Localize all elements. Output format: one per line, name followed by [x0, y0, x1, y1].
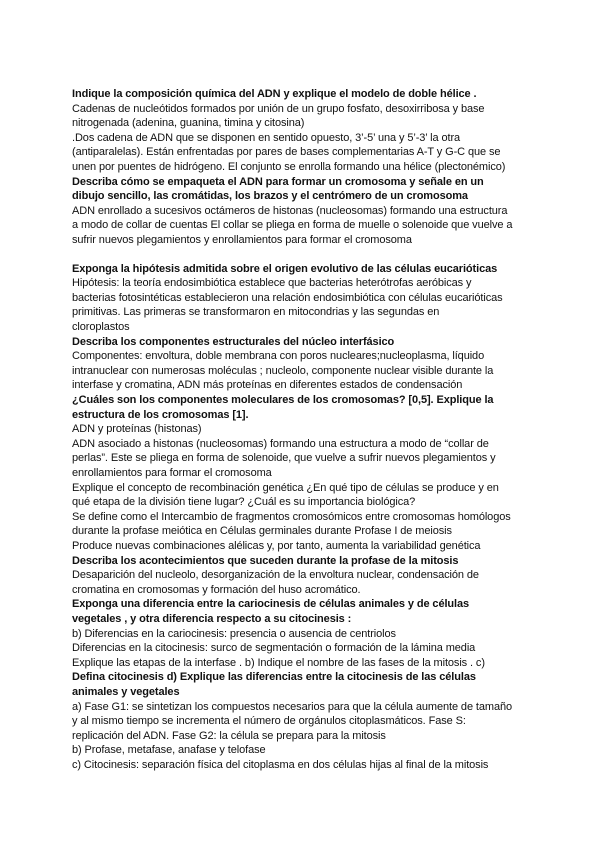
- answer-text-line: durante la profase meiótica en Células germinales durante Profase I de meiosis: [72, 525, 452, 538]
- question-heading-line: Exponga una diferencia entre la cariocinesis de células animales y de células: [72, 598, 470, 611]
- answer-text-line: (antiparalelas). Están enfrentadas por pares de bases complementarias A-T y G-C que se: [72, 146, 501, 159]
- question-heading-line: Describa los componentes estructurales del núcleo interfásico: [72, 335, 395, 348]
- answer-text-line: nitrogenada (adenina, guanina, timina y citosina): [72, 117, 305, 130]
- answer-text-line: enrollamientos para formar el cromosoma: [72, 467, 272, 479]
- answer-text-line: ADN y proteínas (histonas): [72, 423, 202, 436]
- answer-text-line: intranuclear con numerosas moléculas ; nucleolo, componente nuclear visible durante la: [72, 364, 494, 377]
- question-heading-line: vegetales , y otra diferencia respecto a su citocinesis :: [72, 613, 352, 625]
- answer-text-line: Produce nuevas combinaciones alélicas y, por tanto, aumenta la variabilidad genética: [72, 540, 481, 552]
- answer-text-line: a modo de collar de cuentas El collar se pliega en forma de muelle o solenoide que vuelve a: [72, 219, 513, 232]
- answer-text-line: b) Profase, metafase, anafase y telofase: [72, 744, 266, 757]
- answer-text-line: Explique las etapas de la interfase . b) Indique el nombre de las fases de la mitosis . c): [72, 656, 485, 669]
- question-heading-line: animales y vegetales: [72, 686, 180, 698]
- answer-text-line: Explique el concepto de recombinación genética ¿En qué tipo de células se produce y en: [72, 481, 499, 494]
- question-heading-line: Exponga la hipótesis admitida sobre el origen evolutivo de las células eucarióticas: [72, 262, 498, 275]
- answer-text-line: b) Diferencias en la cariocinesis: presencia o ausencia de centriolos: [72, 627, 396, 640]
- answer-text-line: Hipótesis: la teoría endosimbiótica establece que bacterias heterótrofas aeróbicas y: [72, 277, 472, 290]
- answer-text-line: Desaparición del nucleolo, desorganización de la envoltura nuclear, condensación de: [72, 569, 479, 582]
- question-heading-line: dibujo sencillo, las cromátidas, los brazos y el centrómero de un cromosoma: [72, 190, 468, 203]
- answer-text-line: Diferencias en la citocinesis: surco de segmentación o formación de la lámina media: [72, 642, 476, 655]
- answer-text-line: unen por puentes de hidrógeno. El conjunto se enrolla formando una hélice (plectonémico): [72, 161, 506, 173]
- question-heading-line: ¿Cuáles son los componentes moleculares de los cromosomas? [0,5]. Explique la: [72, 394, 494, 406]
- answer-text-line: c) Citocinesis: separación física del citoplasma en dos células hijas al final de la mitosis: [72, 759, 489, 771]
- answer-text-line: a) Fase G1: se sintetizan los compuestos necesarios para que la célula aumente de tamaño: [72, 700, 513, 713]
- question-heading-line: Indique la composición química del ADN y explique el modelo de doble hélice .: [72, 88, 477, 100]
- answer-text-line: cloroplastos: [72, 321, 130, 333]
- answer-text-line: cromatina en cromosomas y formación del huso acromático.: [72, 583, 361, 596]
- answer-text-line: primitivas. Las primeras se transformaron en mitocondrias y las segundas en: [72, 306, 440, 319]
- answer-text-line: y al mismo tiempo se incrementa el número de orgánulos citoplasmáticos. Fase S:: [72, 715, 466, 728]
- question-heading-line: Describa los acontecimientos que suceden durante la profase de la mitosis: [72, 554, 459, 567]
- answer-text-line: sufrir nuevos plegamientos y enrollamientos para formar el cromosoma: [72, 234, 412, 246]
- answer-text-line: interfase y cromatina, ADN más proteínas en diferentes estados de condensación: [72, 379, 463, 392]
- question-heading-line: Defina citocinesis d) Explique las diferencias entre la citocinesis de las células: [72, 671, 476, 684]
- answer-text-line: Cadenas de nucleótidos formados por unión de un grupo fosfato, desoxirribosa y base: [72, 102, 485, 115]
- question-heading-line: estructura de los cromosomas [1].: [72, 408, 249, 421]
- answer-text-line: Se define como el Intercambio de fragmentos cromosómicos entre cromosomas homólogos: [72, 510, 511, 523]
- answer-text-line: ADN asociado a histonas (nucleosomas) formando una estructura a modo de “collar de: [72, 437, 489, 450]
- answer-text-line: perlas”. Este se pliega en forma de solenoide, que vuelve a sufrir nuevos plegamientos y: [72, 452, 496, 465]
- answer-text-line: ADN enrollado a sucesivos octámeros de histonas (nucleosomas) formando una estructura: [72, 204, 508, 217]
- answer-text-line: replicación del ADN. Fase G2: la célula se prepara para la mitosis: [72, 729, 386, 742]
- answer-text-line: .Dos cadena de ADN que se disponen en sentido opuesto, 3’-5’ una y 5’-3’ la otra: [72, 131, 461, 144]
- answer-text-line: bacterias fotosintéticas establecieron una relación endosimbiótica con células eucarióticas: [72, 291, 503, 304]
- answer-text-line: Componentes: envoltura, doble membrana con poros nucleares;nucleoplasma, líquido: [72, 350, 485, 363]
- question-heading-line: Describa cómo se empaqueta el ADN para formar un cromosoma y señale en un: [72, 175, 484, 188]
- answer-text-line: qué etapa de la división tiene lugar? ¿Cuál es su importancia biológica?: [72, 496, 416, 509]
